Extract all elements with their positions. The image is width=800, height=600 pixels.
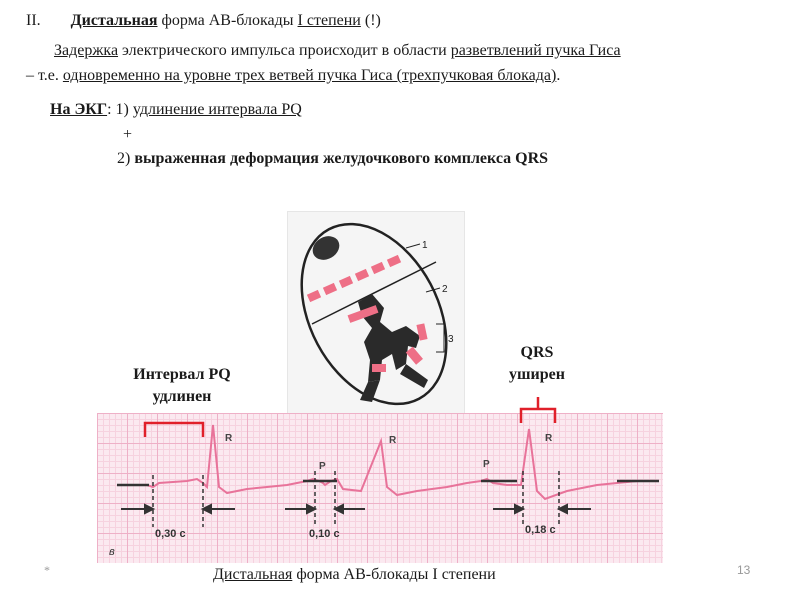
ecg-finding-1: удлинение интервала PQ xyxy=(132,101,302,118)
ecg-finding-2-prefix: 2) xyxy=(117,150,135,167)
wave-label-r-3: R xyxy=(545,433,553,444)
ecg-baseline-marks xyxy=(117,481,659,485)
ecg-findings-colon: : 1) xyxy=(107,101,133,118)
interval-arrows xyxy=(121,505,591,513)
description-prefix: – т.е. xyxy=(26,67,63,84)
heading-text: форма АВ-блокады xyxy=(157,12,298,29)
panel-letter: в xyxy=(109,546,115,558)
diagram-label-1: 1 xyxy=(422,240,428,251)
ecg-trace-svg xyxy=(97,395,663,565)
heading-numeral: II. xyxy=(26,12,41,29)
right-branch xyxy=(400,364,428,388)
caption xyxy=(213,566,496,584)
footer-star: * xyxy=(44,563,50,577)
pq-label-line-2: удлинен xyxy=(152,388,212,405)
qrs-label-line-1: QRS xyxy=(520,344,554,361)
description-text: электрического импульса происходит в области xyxy=(118,42,451,59)
slide-heading xyxy=(26,12,381,30)
page-number: 13 xyxy=(737,563,751,577)
measurement-1: 0,30 с xyxy=(155,528,186,540)
ecg-findings-line-2 xyxy=(117,150,548,168)
sinus-node xyxy=(308,231,343,264)
heart-conduction-diagram xyxy=(287,211,465,417)
qrs-bracket xyxy=(521,409,555,423)
leader-line-1 xyxy=(406,244,420,248)
wave-label-r-2: R xyxy=(389,435,397,446)
measurement-3: 0,18 с xyxy=(525,524,556,536)
ecg-finding-2: выраженная деформация желудочкового комплекса QRS xyxy=(134,150,549,167)
caption-rest: форма АВ-блокады I степени xyxy=(292,566,496,583)
pq-label-line-1: Интервал PQ xyxy=(133,366,231,383)
ecg-findings-plus: + xyxy=(123,126,133,143)
diagram-label-3: 3 xyxy=(448,334,454,345)
description-line-1 xyxy=(54,42,621,60)
heart-diagram-svg xyxy=(288,212,464,416)
caption-term: Дистальная xyxy=(213,566,293,583)
heading-degree: I степени xyxy=(297,12,361,29)
ecg-findings-label: На ЭКГ xyxy=(50,101,108,118)
diagram-label-2: 2 xyxy=(442,284,448,295)
heading-term: Дистальная xyxy=(70,12,158,29)
ecg-findings-line-1 xyxy=(50,101,302,119)
description-term-3: одновременно на уровне трех ветвей пучка Гиса (трехпучковая блокада) xyxy=(62,67,557,84)
interval-markers xyxy=(153,471,559,527)
wave-label-p-2: P xyxy=(483,459,490,470)
wave-label-p-1: P xyxy=(319,461,326,472)
block-level-1 xyxy=(307,255,401,302)
heading-suffix: (!) xyxy=(360,12,381,29)
description-line-2 xyxy=(26,67,560,85)
measurement-2: 0,10 с xyxy=(309,528,340,540)
description-suffix: . xyxy=(556,67,561,84)
ecg-trace xyxy=(117,425,659,499)
description-term: Задержка xyxy=(54,42,119,59)
pq-bracket xyxy=(145,423,203,437)
wave-label-r-1: R xyxy=(225,433,233,444)
qrs-label xyxy=(492,342,582,386)
branch-bracket xyxy=(436,324,444,352)
qrs-label-line-2: уширен xyxy=(509,366,565,383)
description-term-2: разветвлений пучка Гиса xyxy=(450,42,621,59)
